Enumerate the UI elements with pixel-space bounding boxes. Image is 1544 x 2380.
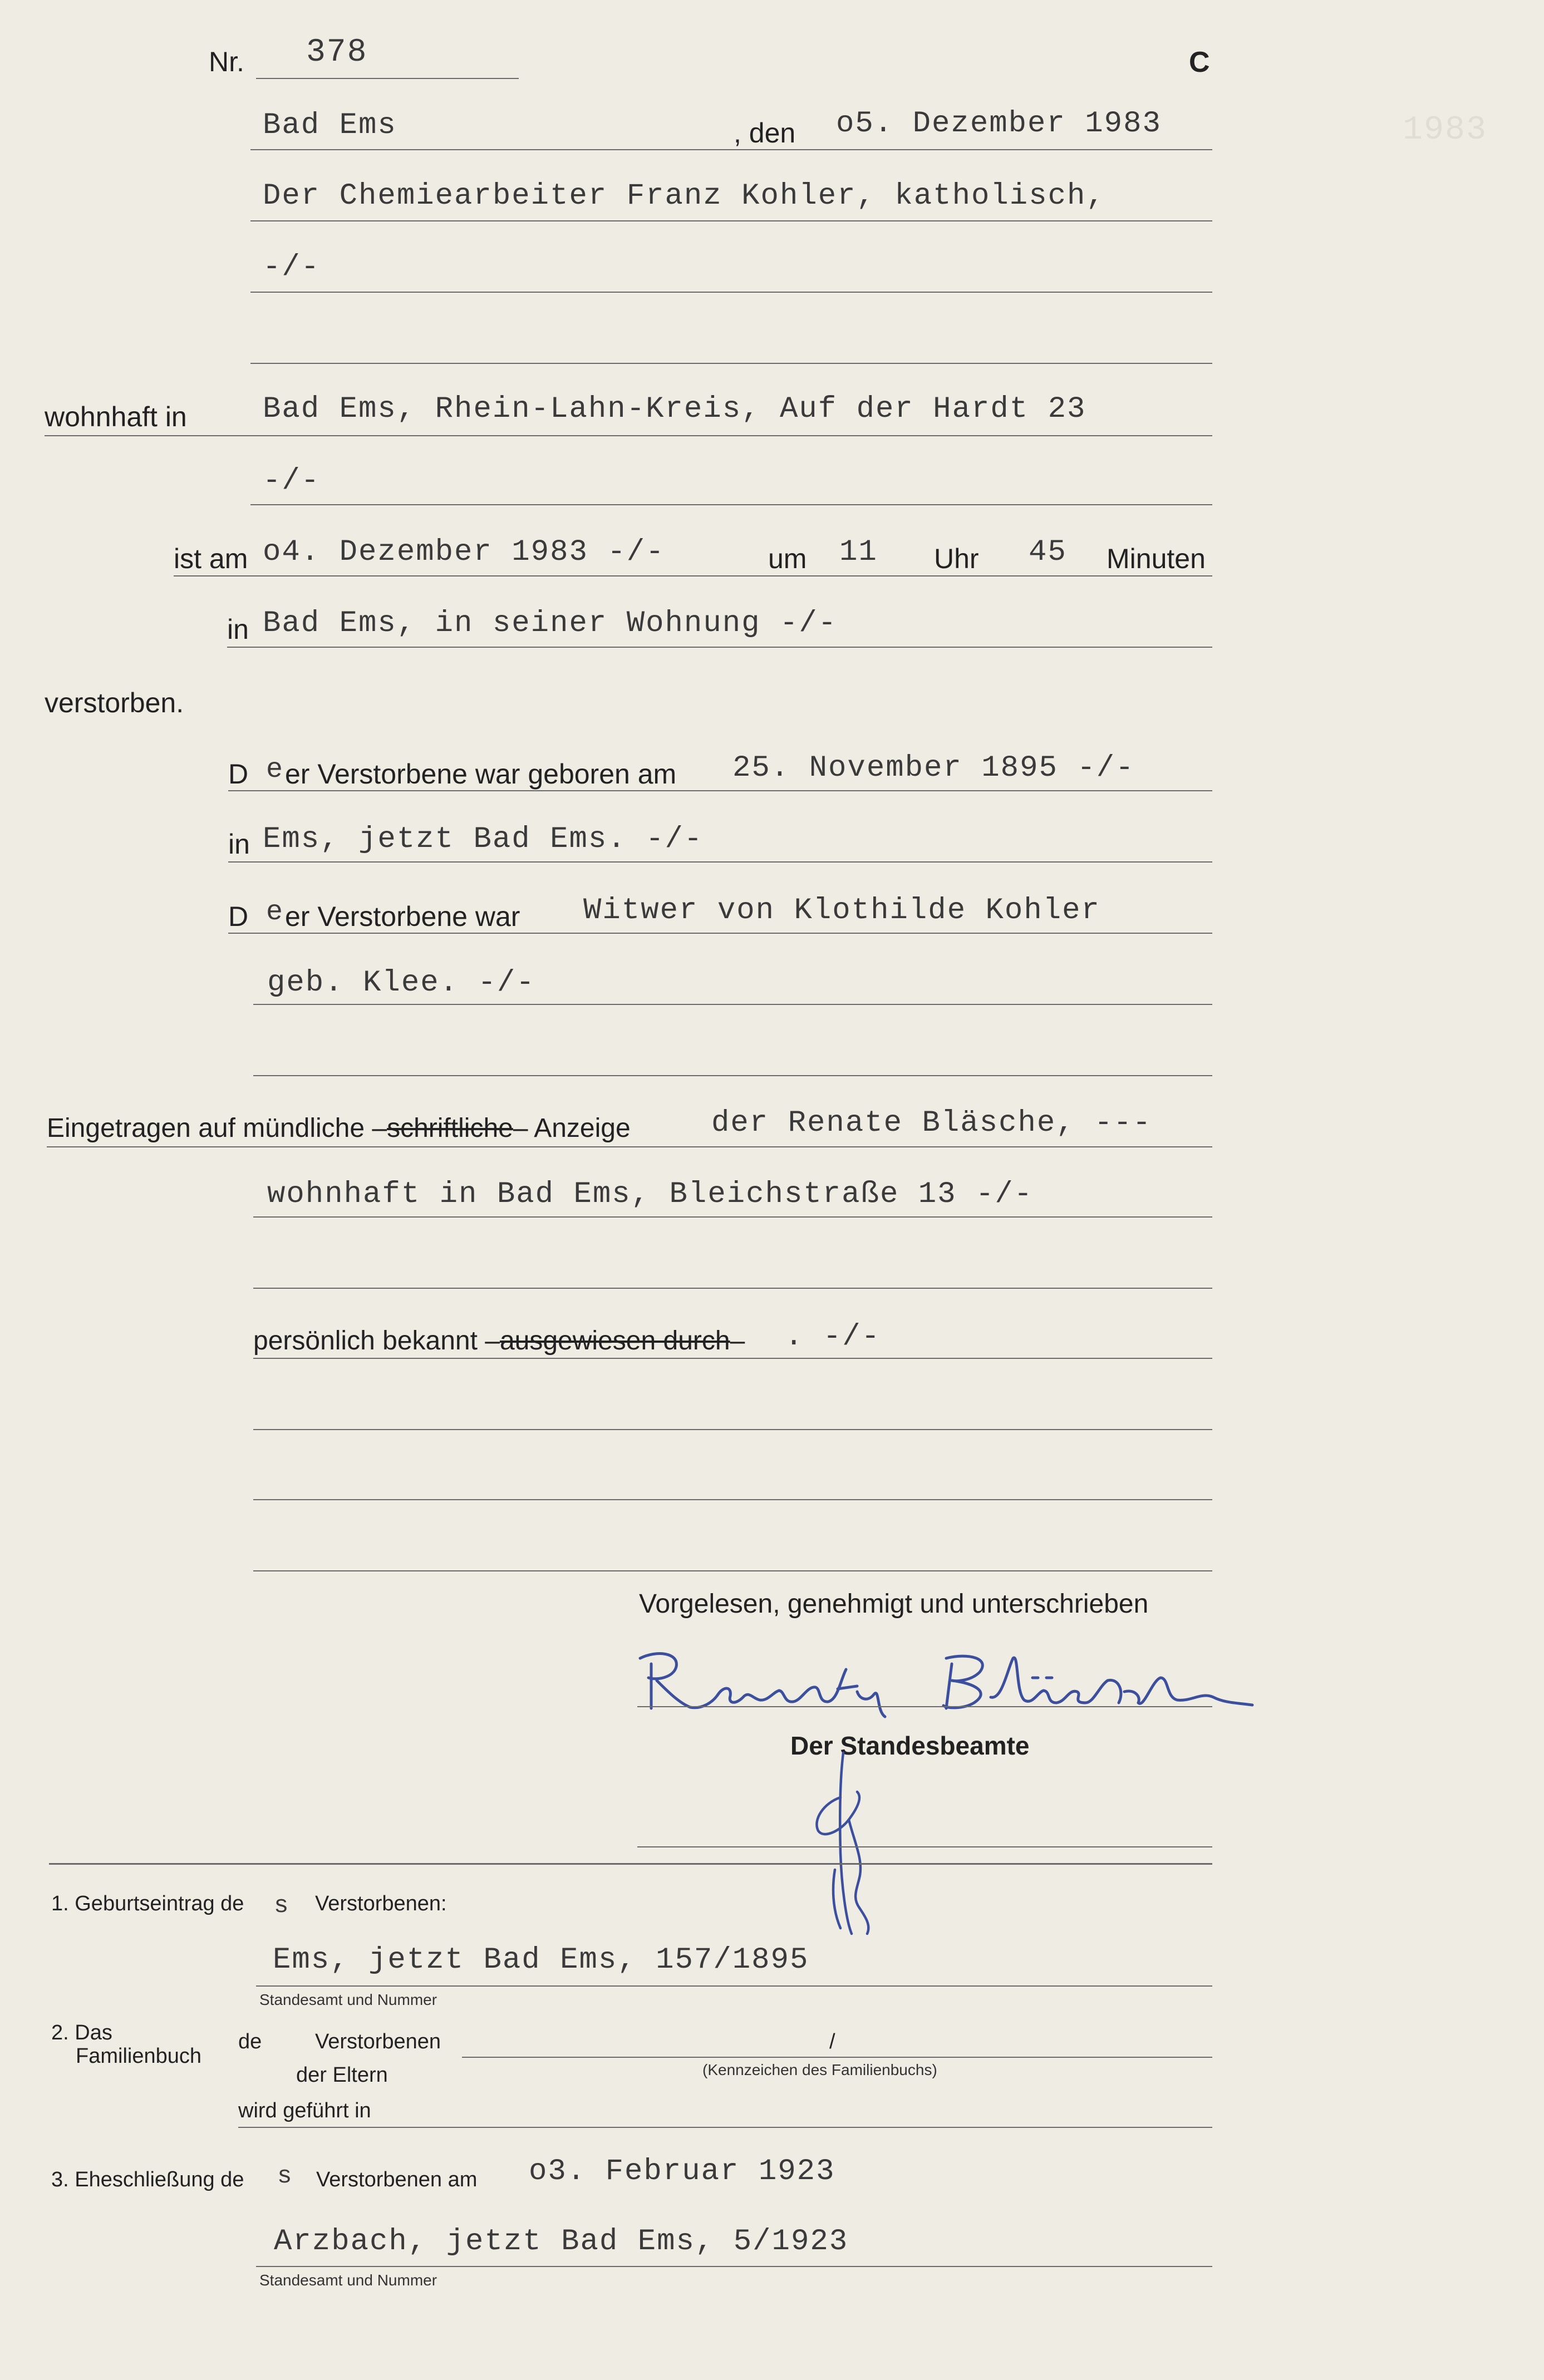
death-in-label: in (227, 614, 249, 645)
rule (637, 1706, 1212, 1707)
uhr-label: Uhr (934, 543, 979, 574)
rule (250, 149, 1212, 150)
rule (250, 504, 1212, 505)
rule (256, 1985, 1212, 1987)
residence-cont: -/- (263, 464, 321, 498)
note1-label2: Verstorbenen: (315, 1892, 447, 1915)
note1-s: s (274, 1892, 290, 1920)
rule (238, 2127, 1212, 2128)
informant: der Renate Bläsche, --- (711, 1106, 1152, 1140)
rule (253, 1075, 1212, 1076)
rule (228, 861, 1212, 863)
note2-de: de (238, 2030, 262, 2053)
note2-label-b: Familienbuch (76, 2044, 201, 2068)
birth-date: 25. November 1895 -/- (732, 751, 1135, 785)
rule (45, 435, 1212, 436)
known-label: persönlich bekannt –ausgewiesen durch– (253, 1326, 745, 1356)
rule (174, 575, 1212, 576)
birth-in-label: in (228, 829, 250, 860)
rule (227, 647, 1212, 648)
note3-s: s (277, 2162, 293, 2190)
status-label-d: D (228, 901, 249, 932)
rule (47, 1146, 1212, 1147)
rule (462, 2057, 1212, 2058)
den-label: , den (734, 117, 796, 149)
rule (253, 1216, 1212, 1218)
nr-rule (256, 78, 519, 79)
official-signature (801, 1742, 891, 1942)
deceased-description-cont: -/- (263, 250, 321, 284)
death-date: o4. Dezember 1983 -/- (263, 535, 665, 569)
read-approved-text: Vorgelesen, genehmigt und unterschrieben (639, 1589, 1149, 1619)
rule (637, 1846, 1212, 1847)
death-hour: 11 (839, 535, 878, 569)
rule (253, 1288, 1212, 1289)
birth-label-e: e (266, 754, 284, 786)
note2-slash: / (829, 2030, 835, 2053)
rule (253, 1499, 1212, 1500)
residence: Bad Ems, Rhein-Lahn-Kreis, Auf der Hardt 23 (263, 392, 1086, 426)
note2-caption: (Kennzeichen des Familienbuchs) (702, 2061, 937, 2078)
rule (250, 363, 1212, 364)
note3-label2: Verstorbenen am (316, 2168, 478, 2191)
um-label: um (768, 543, 807, 574)
section-divider (49, 1863, 1212, 1865)
verstorben-label: verstorben. (45, 687, 184, 718)
rule (256, 2266, 1212, 2267)
residence-label: wohnhaft in (45, 401, 187, 432)
rule (253, 1358, 1212, 1359)
note1-label: 1. Geburtseintrag de (51, 1892, 244, 1915)
death-place: Bad Ems, in seiner Wohnung -/- (263, 607, 838, 640)
ist-am-label: ist am (174, 543, 248, 574)
nr-label: Nr. (209, 46, 244, 77)
note1-caption: Standesamt und Nummer (259, 1991, 437, 2008)
marital-status-cont: geb. Klee. -/- (267, 966, 535, 1000)
status-label: er Verstorbene war (285, 901, 520, 932)
birth-label: er Verstorbene war geboren am (285, 758, 677, 790)
series-letter: C (1189, 46, 1210, 78)
known-suffix: . -/- (785, 1320, 881, 1354)
note1-value: Ems, jetzt Bad Ems, 157/1895 (273, 1943, 809, 1977)
informant-address: wohnhaft in Bad Ems, Bleichstraße 13 -/- (267, 1177, 1034, 1211)
registry-date: o5. Dezember 1983 (836, 107, 1162, 141)
bleed-through-text: 1983 (1403, 111, 1488, 149)
report-label: Eingetragen auf mündliche –schriftliche– Anzeige (47, 1113, 631, 1143)
nr-value: 378 (306, 35, 368, 71)
death-minutes: 45 (1029, 535, 1067, 569)
marriage-date: o3. Februar 1923 (529, 2155, 835, 2189)
informant-signature (635, 1647, 1258, 1725)
note2-verstorbenen: Verstorbenen (315, 2030, 441, 2053)
place-of-registry: Bad Ems (263, 109, 397, 142)
official-label: Der Standesbeamte (790, 1731, 1030, 1760)
note2-label-a: 2. Das (51, 2021, 112, 2044)
rule (228, 933, 1212, 934)
minuten-label: Minuten (1107, 543, 1206, 574)
note3-caption: Standesamt und Nummer (259, 2271, 437, 2289)
rule (250, 220, 1212, 221)
marriage-registry: Arzbach, jetzt Bad Ems, 5/1923 (274, 2225, 849, 2259)
rule (250, 292, 1212, 293)
note2-wird: wird geführt in (238, 2099, 371, 2122)
rule (253, 1570, 1212, 1571)
note3-label: 3. Eheschließung de (51, 2168, 244, 2191)
rule (253, 1004, 1212, 1005)
birth-place: Ems, jetzt Bad Ems. -/- (263, 822, 704, 856)
note2-eltern: der Eltern (296, 2063, 388, 2087)
deceased-description: Der Chemiearbeiter Franz Kohler, katholisch, (263, 179, 1105, 213)
status-label-e: e (266, 896, 284, 928)
birth-label-d: D (228, 758, 249, 790)
rule (228, 790, 1212, 791)
rule (253, 1429, 1212, 1430)
marital-status: Witwer von Klothilde Kohler (583, 894, 1100, 928)
